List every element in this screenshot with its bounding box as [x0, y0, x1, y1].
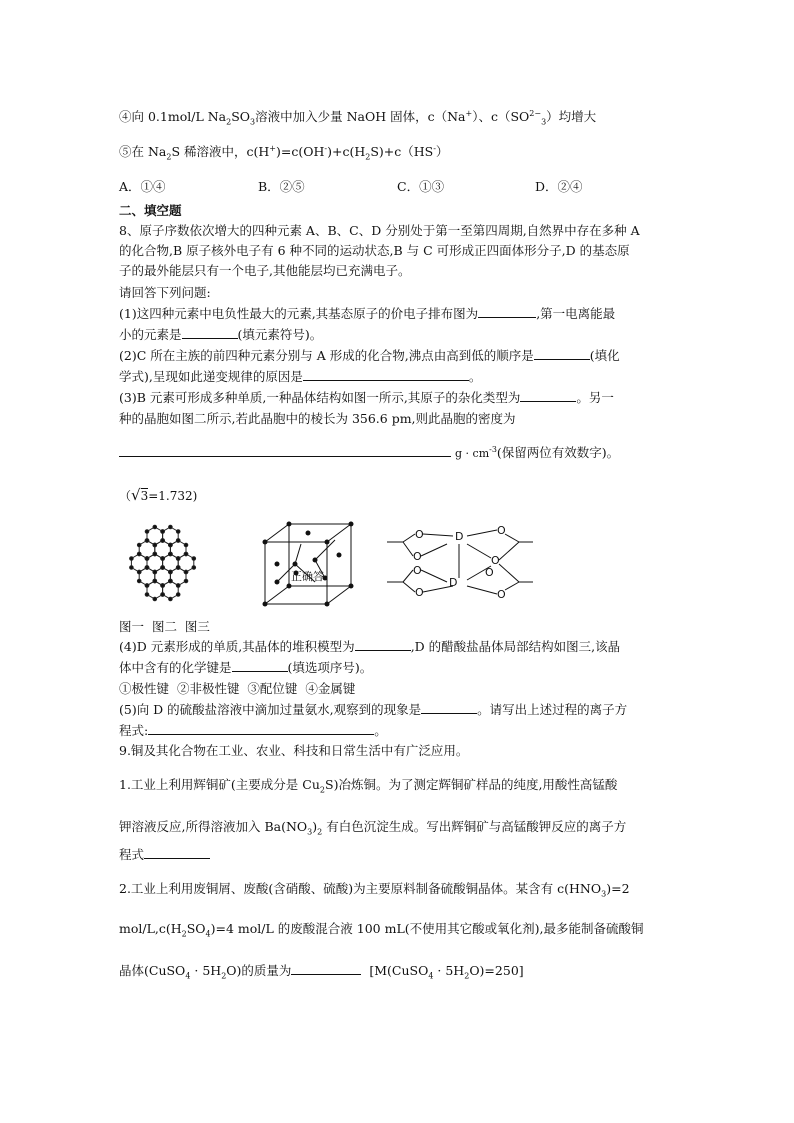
section-title: 二、填空题	[119, 203, 182, 218]
carbon-atom	[130, 566, 134, 570]
option-d[interactable]: D．②④	[535, 179, 583, 194]
option-c[interactable]: C．①③	[397, 179, 445, 194]
carbon-atom	[161, 530, 165, 534]
carbon-atom	[153, 543, 157, 547]
q8-line-8: 学式),呈现如此递变规律的原因是 。	[119, 369, 482, 384]
q8-line-17: 程式: 。	[119, 723, 387, 738]
carbon-atom	[161, 539, 165, 543]
carbon-atom	[137, 552, 141, 556]
d-atom: D	[449, 576, 458, 589]
option-a[interactable]: A．①④	[119, 179, 166, 194]
carbon-atom	[184, 570, 188, 574]
answer-blank-7[interactable]	[355, 638, 411, 651]
carbon-atom	[145, 593, 149, 597]
statement-4: ④向 0.1mol/L $Na_2SO_3$溶液中加入少量 NaOH 固体，c（Na+）、$c(SO^{2-}_3)$均增大	[119, 108, 597, 127]
q8-line-5: (1)这四种元素中电负性最大的元素,其基态原子的价电子排布图为 ,第一电离能最	[119, 306, 616, 321]
carbon-atom	[176, 539, 180, 543]
answer-blank-12[interactable]	[291, 962, 361, 975]
carbon-atom	[153, 597, 157, 601]
figure-2-overlay-text: 正确答	[291, 570, 324, 583]
oxygen-atom: O	[497, 524, 506, 537]
q9-line-6: 晶体(CuSO$_4$ · $5H_2O$)的质量为 [M(CuSO$_4$ · $5H_2O)=250$]	[119, 963, 524, 981]
carbon-atom	[137, 570, 141, 574]
q9-line-2: 钾溶液反应,所得溶液加入 $Ba(NO_3)_2$ 有白色沉淀生成。写出辉铜矿与高锰酸钾反应的离子方	[119, 819, 627, 837]
q9-title: 9.铜及其化合物在工业、农业、科技和日常生活中有广泛应用。	[119, 743, 469, 758]
q9-line-4: 2.工业上利用废铜屑、废酸(含硝酸、硫酸)为主要原料制备硫酸铜晶体。某含有 $c(HNO_3)=2$	[119, 881, 630, 899]
option-b[interactable]: B．②⑤	[258, 179, 305, 194]
q8-line-14: 体中含有的化学键是 (填选项序号)。	[119, 660, 373, 675]
carbon-atom	[169, 525, 173, 529]
oxygen-atom: O	[497, 588, 506, 601]
answer-blank-6[interactable]	[119, 444, 451, 457]
carbon-atom	[153, 525, 157, 529]
answer-blank-5[interactable]	[520, 389, 576, 402]
carbon-atom	[169, 552, 173, 556]
q9-line-1: 1.工业上利用辉铜矿(主要成分是 $Cu_2S$)冶炼铜。为了测定辉铜矿样品的纯度,用酸性高锰酸	[119, 777, 618, 795]
q8-line-13: (4)D 元素形成的单质,其晶体的堆积模型为 ,D 的醋酸盐晶体局部结构如图三,该晶	[119, 639, 621, 654]
answer-blank-4[interactable]	[303, 368, 469, 381]
hexagon-ring	[163, 581, 179, 599]
carbon-atom	[161, 584, 165, 588]
carbon-atom	[145, 557, 149, 561]
q9-line-5: mol/$L,c(H_2SO_4)=4$ mol/L 的废酸混合液 100 mL(不使用其它酸或氧化剂),最多能制备硫酸铜	[119, 921, 644, 939]
answer-blank-11[interactable]	[144, 846, 210, 859]
q8-line-16: (5)向 D 的硫酸盐溶液中滴加过量氨水,观察到的现象是 。请写出上述过程的离子方	[119, 702, 628, 717]
carbon-atom	[169, 597, 173, 601]
q8-line-7: (2)C 所在主族的前四种元素分别与 A 形成的化合物,沸点由高到低的顺序是 (填化	[119, 348, 620, 363]
carbon-atom	[184, 552, 188, 556]
oxygen-atom: O	[413, 550, 422, 563]
carbon-atom	[184, 579, 188, 583]
carbon-atom	[169, 570, 173, 574]
hexagon-ring	[147, 581, 163, 599]
oxygen-atom: O	[415, 528, 424, 541]
carbon-atom	[169, 543, 173, 547]
carbon-atom	[176, 566, 180, 570]
oxygen-atom: O	[485, 566, 494, 579]
answer-blank-9[interactable]	[421, 701, 477, 714]
figure-1-honeycomb	[125, 520, 210, 616]
figure-captions: 图一 图二 图三	[119, 619, 210, 634]
oxygen-atom: O	[413, 564, 422, 577]
carbon-atom	[153, 552, 157, 556]
answer-blank-8[interactable]	[232, 659, 288, 672]
carbon-atom	[153, 570, 157, 574]
carbon-atom	[169, 579, 173, 583]
d-atom: D	[455, 530, 464, 543]
answer-blank-3[interactable]	[534, 347, 590, 360]
carbon-atom	[137, 543, 141, 547]
q8-line-6: 小的元素是 (填元素符号)。	[119, 327, 323, 342]
carbon-atom	[161, 566, 165, 570]
carbon-atom	[176, 530, 180, 534]
carbon-atom	[153, 579, 157, 583]
carbon-atom	[176, 584, 180, 588]
statement-5: ⑤在 $Na_2S$ 稀溶液中，$c(H^+)=c(OH^-)+c(H_2S)+c(HS^-)$	[119, 143, 449, 162]
answer-blank-1[interactable]	[478, 305, 536, 318]
q8-line-1: 8、原子序数依次增大的四种元素 A、B、C、D 分别处于第一至第四周期,自然界中存在多种 A	[119, 223, 640, 238]
carbon-atom	[130, 557, 134, 561]
figure-3-acetate	[385, 520, 535, 605]
carbon-atom	[161, 593, 165, 597]
q8-line-2: 的化合物,B 原子核外电子有 6 种不同的运动状态,B 与 C 可形成正四面体形分子,D 的基态原	[119, 243, 630, 258]
q8-line-11: $g \cdot cm^{-3}$(保留两位有效数字)。	[119, 444, 619, 463]
carbon-atom	[137, 579, 141, 583]
carbon-atom	[161, 557, 165, 561]
oxygen-atom: O	[491, 554, 500, 567]
q8-line-10: 种的晶胞如图二所示,若此晶胞中的棱长为 356.6 pm,则此晶胞的密度为	[119, 411, 516, 426]
oxygen-atom: O	[415, 586, 424, 599]
q8-line-4: 请回答下列问题:	[119, 285, 211, 300]
answer-blank-10[interactable]	[148, 722, 374, 735]
carbon-atom	[176, 557, 180, 561]
q9-line-3: 程式	[119, 846, 210, 864]
carbon-atom	[192, 557, 196, 561]
q8-line-9: (3)B 元素可形成多种单质,一种晶体结构如图一所示,其原子的杂化类型为 。另一	[119, 390, 614, 405]
carbon-atom	[192, 566, 196, 570]
q8-line-3: 子的最外能层只有一个电子,其他能层均已充满电子。	[119, 263, 411, 278]
sqrt-icon: √	[131, 486, 141, 504]
carbon-atom	[145, 584, 149, 588]
sqrt-note: （√3=1.732)	[119, 486, 198, 504]
carbon-atom	[145, 530, 149, 534]
carbon-atom	[145, 539, 149, 543]
figure-2-unit-cell	[255, 520, 355, 610]
carbon-atom	[145, 566, 149, 570]
answer-blank-2[interactable]	[182, 326, 238, 339]
carbon-atom	[184, 543, 188, 547]
carbon-atom	[176, 593, 180, 597]
q8-line-15: ①极性键 ②非极性键 ③配位键 ④金属键	[119, 681, 356, 696]
